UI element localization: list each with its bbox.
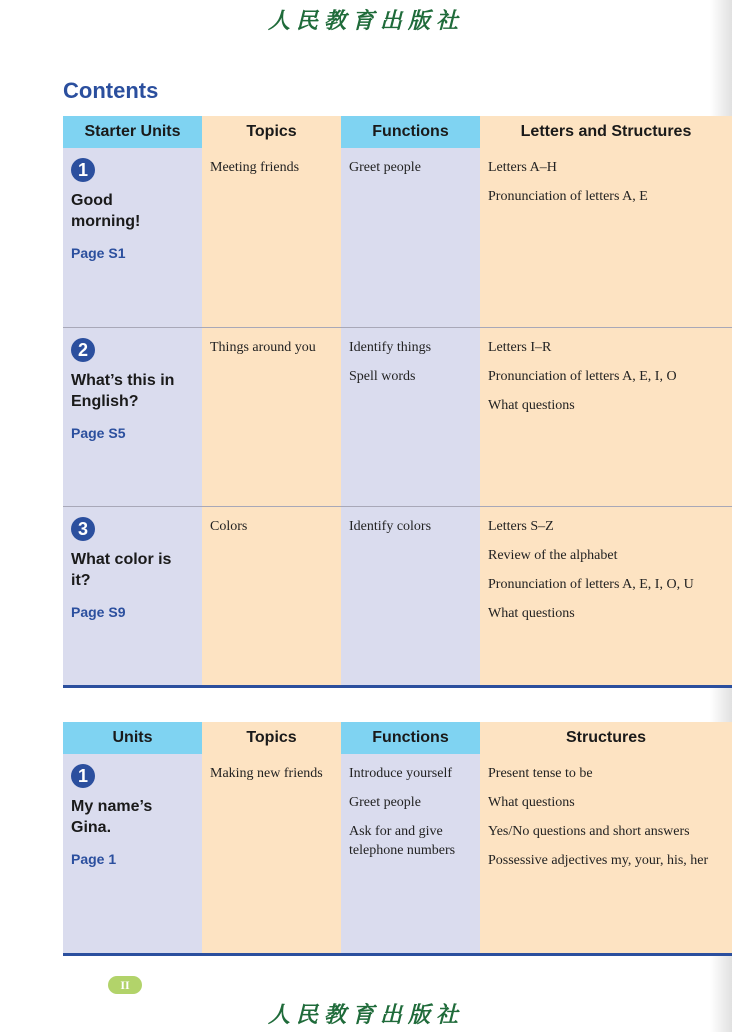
table-row	[63, 506, 732, 686]
function-item: Spell words	[349, 368, 416, 384]
structure-item: Review of the alphabet	[488, 547, 618, 563]
function-item: Identify things	[349, 339, 432, 355]
col-header-units: Units	[63, 722, 202, 754]
col-header-structures: Structures	[480, 722, 732, 754]
units-header-row	[63, 722, 732, 754]
unit-number-badge: 3	[71, 517, 95, 541]
units-table	[63, 722, 732, 956]
unit-title: What’s this in English?	[71, 371, 175, 410]
structure-item: Pronunciation of letters A, E, I, O	[488, 368, 677, 384]
col-header-topics: Topics	[202, 722, 341, 754]
col-header-starter-units: Starter Units	[63, 116, 202, 148]
functions-cell	[341, 754, 480, 954]
page-number-badge: II	[108, 976, 142, 994]
unit-number-badge: 1	[71, 764, 95, 788]
table-row	[63, 754, 732, 954]
unit-number-badge: 2	[71, 338, 95, 362]
functions-cell	[341, 327, 480, 506]
structures-cell	[480, 148, 732, 327]
starter-units-table	[63, 116, 732, 688]
functions-cell	[341, 148, 480, 327]
structure-item: Possessive adjectives my, your, his, her	[488, 853, 709, 868]
table-row	[63, 148, 732, 327]
structure-item: What questions	[488, 605, 575, 621]
unit-page-link[interactable]: Page S9	[71, 603, 126, 620]
structure-item: Letters S–Z	[488, 518, 554, 534]
structure-item: Pronunciation of letters A, E	[488, 189, 648, 204]
unit-title: What color is it?	[71, 550, 172, 589]
structure-item: Yes/No questions and short answers	[488, 824, 690, 839]
topic-cell	[202, 506, 341, 686]
function-item: Ask for and give telephone numbers	[349, 824, 456, 858]
col-header-topics: Topics	[202, 116, 341, 148]
topic-cell	[202, 327, 341, 506]
col-header-letters-structures: Letters and Structures	[480, 116, 732, 148]
topic-cell	[202, 148, 341, 327]
topic-text: Colors	[210, 518, 248, 534]
publisher-logo-bottom: 人民教育出版社	[267, 1002, 464, 1028]
topic-text: Meeting friends	[210, 160, 300, 175]
topic-cell	[202, 754, 341, 954]
structure-item: Present tense to be	[488, 766, 593, 781]
unit-title: Good morning!	[71, 192, 141, 230]
unit-page-link[interactable]: Page 1	[71, 851, 117, 867]
starter-header-row	[63, 116, 732, 148]
unit-cell	[63, 148, 202, 327]
structures-cell	[480, 506, 732, 686]
unit-page-link[interactable]: Page S5	[71, 424, 126, 441]
unit-page-link[interactable]: Page S1	[71, 245, 126, 261]
unit-cell	[63, 506, 202, 686]
table-row	[63, 327, 732, 506]
structures-cell	[480, 327, 732, 506]
unit-title: My name’s Gina.	[71, 798, 153, 836]
structure-item: What questions	[488, 795, 575, 810]
function-item: Identify colors	[349, 518, 432, 534]
contents-title: Contents	[63, 78, 159, 103]
structure-item: What questions	[488, 397, 575, 413]
function-item: Greet people	[349, 795, 421, 810]
structures-cell	[480, 754, 732, 954]
structure-item: Letters I–R	[488, 339, 552, 355]
col-header-functions: Functions	[341, 116, 480, 148]
unit-cell	[63, 754, 202, 954]
col-header-functions: Functions	[341, 722, 480, 754]
publisher-logo-top: 人民教育出版社	[267, 8, 464, 34]
unit-cell	[63, 327, 202, 506]
topic-text: Things around you	[210, 339, 316, 355]
structure-item: Letters A–H	[488, 160, 557, 175]
structure-item: Pronunciation of letters A, E, I, O, U	[488, 576, 694, 592]
function-item: Greet people	[349, 160, 421, 175]
unit-number-badge: 1	[71, 158, 95, 182]
topic-text: Making new friends	[210, 766, 323, 781]
function-item: Introduce yourself	[349, 766, 453, 781]
functions-cell	[341, 506, 480, 686]
